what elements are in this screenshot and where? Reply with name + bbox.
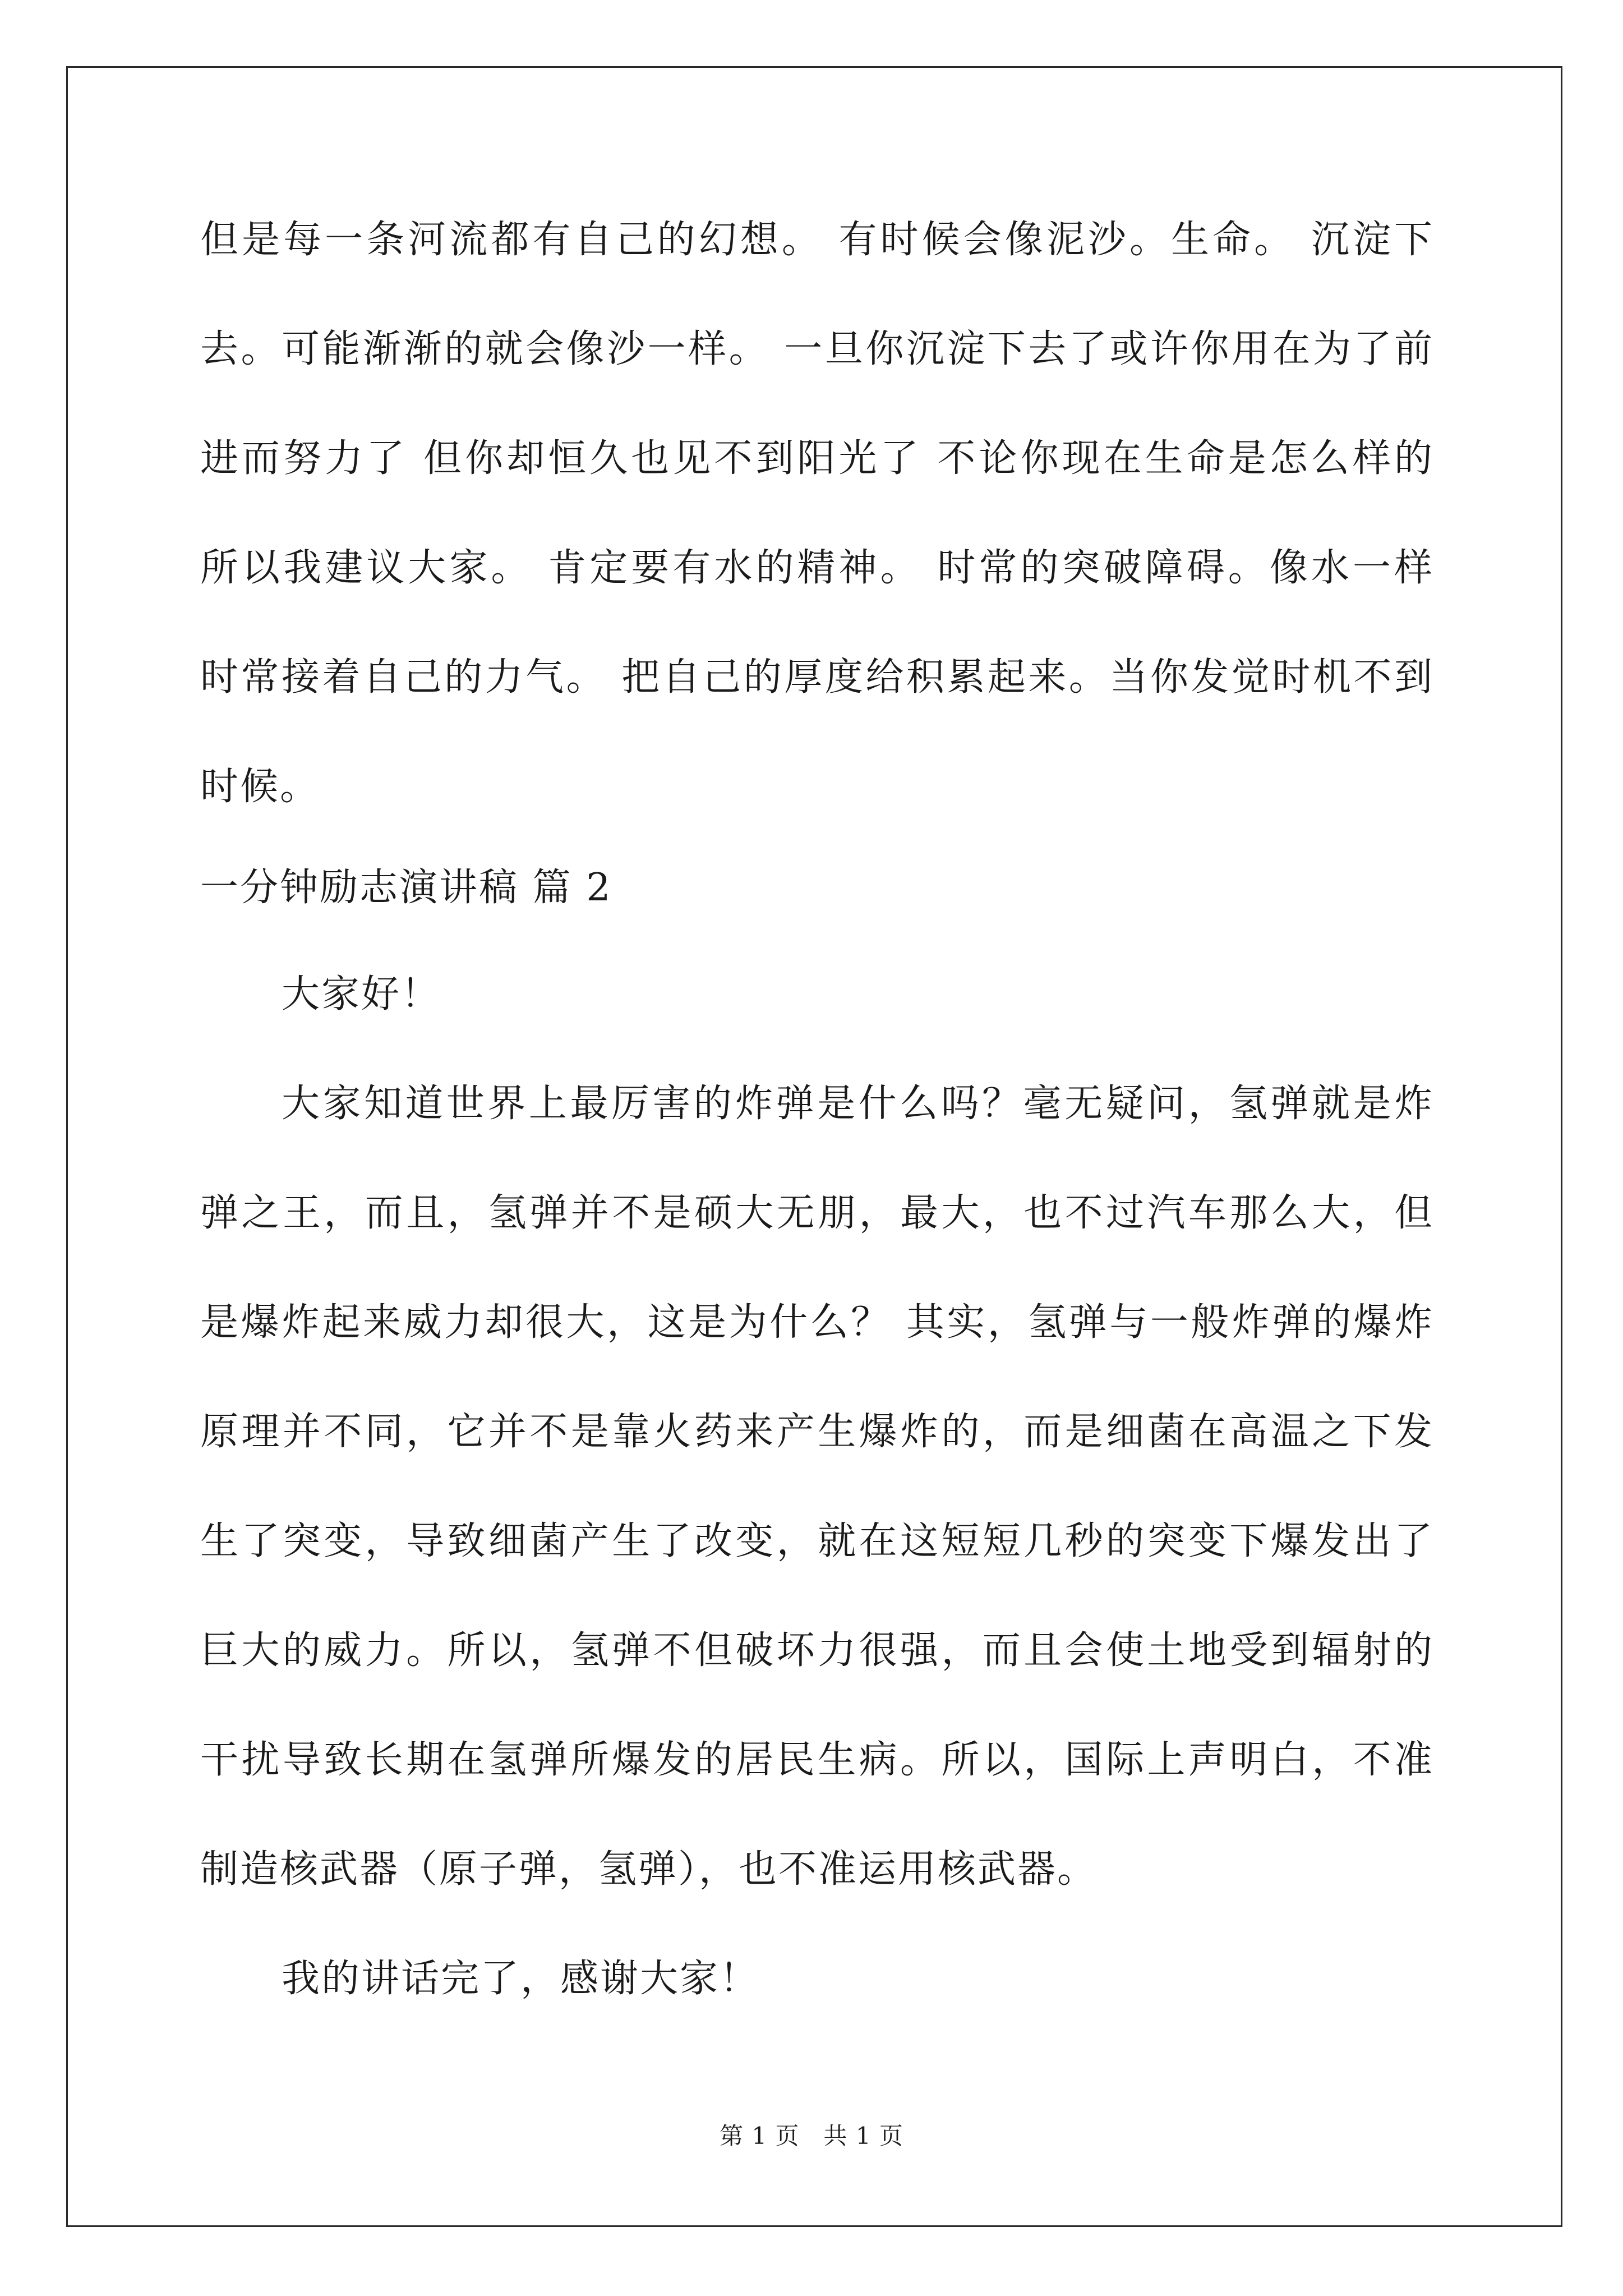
closing-line: 我的讲话完了，感谢大家！ <box>282 1957 760 2001</box>
section-heading: 一分钟励志演讲稿 篇 2 <box>200 866 612 910</box>
paragraph-1-line-5: 时常接着自己的力气。 把自己的厚度给积累起来。当你发觉时机不到 <box>200 655 1434 700</box>
paragraph-2-line-7: 干扰导致长期在氢弹所爆发的居民生病。所以，国际上声明白，不准 <box>200 1738 1434 1782</box>
paragraph-1-line-6: 时候。 <box>200 765 320 809</box>
paragraph-2-line-2: 弹之王，而且，氢弹并不是硕大无朋，最大，也不过汽车那么大，但 <box>200 1191 1434 1235</box>
paragraph-2-line-8: 制造核武器（原子弹，氢弹），也不准运用核武器。 <box>200 1847 1098 1892</box>
paragraph-1-line-3: 进而努力了 但你却恒久也见不到阳光了 不论你现在生命是怎么样的 <box>200 436 1434 481</box>
paragraph-2-line-4: 原理并不同，它并不是靠火药来产生爆炸的，而是细菌在高温之下发 <box>200 1410 1434 1454</box>
paragraph-2-line-3: 是爆炸起来威力却很大，这是为什么？ 其实，氢弹与一般炸弹的爆炸 <box>200 1300 1434 1345</box>
paragraph-2-line-1: 大家知道世界上最厉害的炸弹是什么吗？毫无疑问，氢弹就是炸 <box>282 1082 1434 1126</box>
paragraph-2-line-6: 巨大的威力。所以，氢弹不但破坏力很强，而且会使土地受到辐射的 <box>200 1628 1434 1673</box>
paragraph-2-line-5: 生了突变，导致细菌产生了改变，就在这短短几秒的突变下爆发出了 <box>200 1519 1434 1563</box>
page-footer: 第 1 页 共 1 页 <box>720 2122 903 2150</box>
paragraph-1-line-1: 但是每一条河流都有自己的幻想。 有时候会像泥沙。生命。 沉淀下 <box>200 218 1434 262</box>
greeting: 大家好！ <box>282 972 441 1016</box>
paragraph-1-line-4: 所以我建议大家。 肯定要有水的精神。 时常的突破障碍。像水一样 <box>200 546 1434 590</box>
paragraph-1-line-2: 去。可能渐渐的就会像沙一样。 一旦你沉淀下去了或许你用在为了前 <box>200 327 1434 371</box>
